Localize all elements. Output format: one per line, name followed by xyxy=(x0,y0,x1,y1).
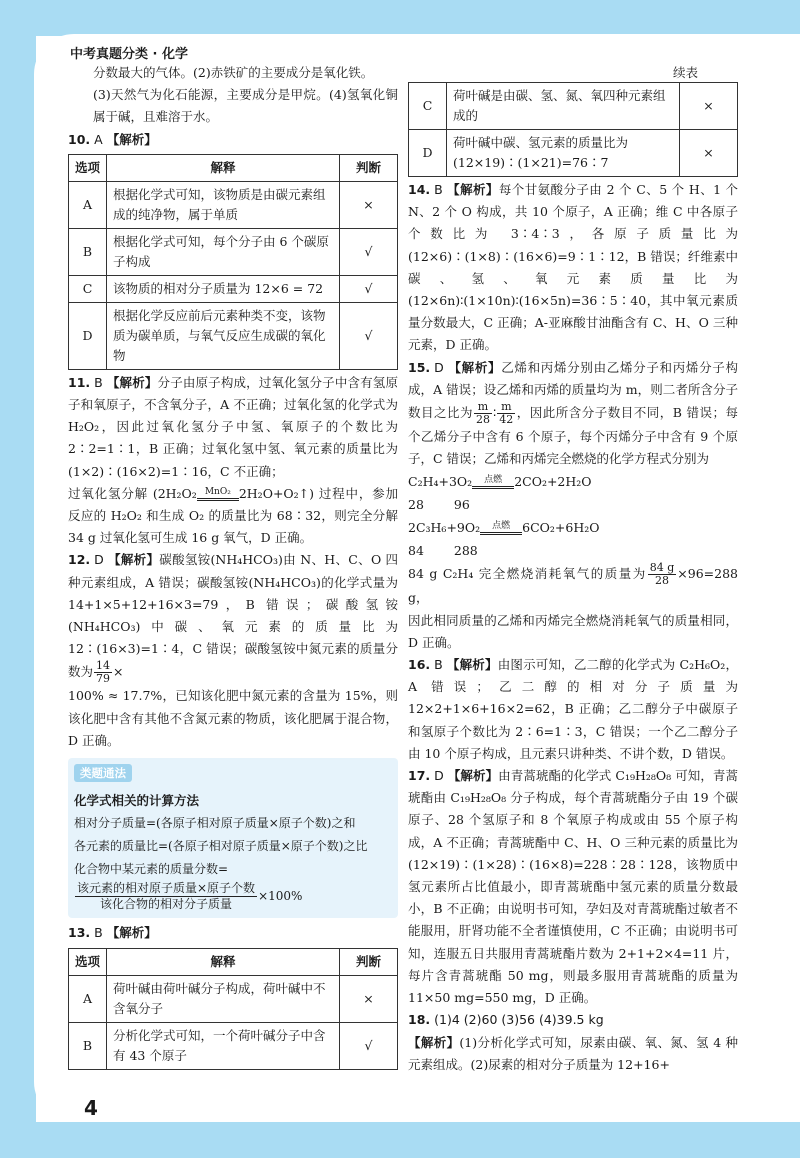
question-number: 13. xyxy=(68,925,91,941)
question-14: 14. B 【解析】每个甘氨酸分子由 2 个 C、5 个 H、1 个 N、2 个 O 构成，共 10 个原子，A 正确；维 C 中各原子个数比为 3∶4∶3，各原子质量比为(12×6)∶(1×8)∶(16×6)=9∶1∶12，B 错误；纤维素中碳、氢、氧元素质量比为(12×6n)∶(1×10n)∶(16×5n)=36∶5∶40，其中氧元素质量分数最大，C 正确；A-亚麻酸甘油酯含有 C、H、O 三种元素，D 正确。 xyxy=(408,182,738,353)
fraction: $\frac{\text{该元素的相对原子质量×原子个数}}{\text{该化合物的相对分子质量}}$ xyxy=(77,881,256,912)
page-number: 4 xyxy=(84,1096,98,1120)
reaction-arrow: MnO₂ xyxy=(197,488,239,501)
fraction: $\frac{14}{79}$ xyxy=(96,659,111,686)
equation-masses-ethylene: 28 96 xyxy=(408,497,470,513)
intro-line-2: (3)天然气为化石能源，主要成分是甲烷。(4)氢氧化铜属于碱，且难溶于水。 xyxy=(93,87,398,125)
table-row: C 该物质的相对分子质量为 12×6 = 72 √ xyxy=(69,275,398,302)
analysis-tag: 【解析】 xyxy=(447,768,499,784)
table-row: B 分析化学式可知，一个荷叶碱分子中含有 43 个原子 √ xyxy=(69,1022,398,1069)
fraction: $\frac{84 g}{28}$ xyxy=(649,561,675,588)
left-color-band xyxy=(0,0,36,1158)
question-10 xyxy=(68,129,398,370)
table-continued-label: 续表 xyxy=(672,65,698,80)
analysis-tag: 【解析】 xyxy=(448,359,502,375)
analysis-tag: 【解析】 xyxy=(106,925,157,941)
analysis-table-q13 xyxy=(68,948,398,1070)
question-number: 11. xyxy=(68,374,91,390)
method-tip-box xyxy=(68,758,398,918)
table-header-option: 选项 xyxy=(69,154,107,181)
table-row: B 根据化学式可知，每个分子由 6 个碳原子构成 √ xyxy=(69,228,398,275)
reaction-arrow: 点燃 xyxy=(480,522,522,535)
equation-masses-propylene: 84 288 xyxy=(408,543,478,559)
table-row: D 荷叶碱中碳、氢元素的质量比为(12×19)∶(1×21)=76∶7 × xyxy=(409,130,738,177)
analysis-table-q10 xyxy=(68,154,398,370)
table-row: C 荷叶碱是由碳、氢、氮、氧四种元素组成的 × xyxy=(409,83,738,130)
answer-letter: D xyxy=(434,768,444,784)
question-17: 17. D 【解析】由青蒿琥酯的化学式 C₁₉H₂₈O₈ 可知，青蒿琥酯由 C₁₉H₂₈O₈ 分子构成，每个青蒿琥酯分子由 19 个碳原子、28 个氢原子和 8 个氧原子构成或由 55 个原子构成，A 不正确；青蒿琥酯中 C、H、O 三种元素的质量比为(12×19)∶(1×28)∶(16×8)=228∶28∶128，该物质中氢元素所占比值最小，即青蒿琥酯中氢元素的质量分数最小，B 不正确；由说明书可知，孕妇及对青蒿琥酯过敏者不能服用，肝肾功能不全者谨慎使用，C 不正确；由说明书可知，连服五日共服用青蒿琥酯片数为 2+1+2×4=11 片，每片含青蒿琥酯 50 mg，则最多服用青蒿琥酯的质量为 11×50 mg=550 mg，D 正确。 xyxy=(408,768,739,1006)
fraction: $\frac{m}{42}$ xyxy=(499,400,514,427)
answer-letter: B xyxy=(94,925,103,941)
analysis-tag: 【解析】 xyxy=(408,1034,460,1050)
bottom-color-band xyxy=(0,1122,800,1158)
table-row: D 根据化学反应前后元素种类不变，该物质为碳单质，与氧气反应生成碳的氧化物 √ xyxy=(69,302,398,369)
analysis-tag: 【解析】 xyxy=(447,182,499,197)
question-11: 11. B 【解析】分子由原子构成，过氧化氢分子中含有氢原子和氧原子，不含氧分子，A 不正确；过氧化氢的化学式为 H₂O₂，因此过氧化氢分子中氢、氧原子的个数比为 2∶2=1∶1，B 正确；过氧化氢中氢、氧元素的质量比为(1×2)∶(16×2)=1∶16，C 不正确； 过氧化氢分解 (2H₂O₂ MnO₂ 2H₂O+O₂↑) 过程中，参加反应的 H₂O₂ 和生成 O₂ 的质量比为 68∶32，则完全分解 34 g 过氧化氢可生成 16 g 氧气，D 正确。 xyxy=(68,374,399,546)
question-number: 16. xyxy=(408,657,431,673)
page-header-title: 中考真题分类 · 化学 xyxy=(70,47,188,62)
analysis-text: 分子由原子构成，过氧化氢分子中含有氢原子和氧原子，不含氧分子，A 不正确；过氧化氢的化学式为 H₂O₂，因此过氧化氢分子中氢、氧原子的个数比为 2∶2=1∶1，B 正确；过氧化氢中氢、氧元素的质量比为(1×2)∶(16×2)=1∶16，C 不正确； xyxy=(68,374,398,479)
equation-ethylene: C₂H₄+3O₂ 点燃 2CO₂+2H₂O xyxy=(408,474,592,490)
question-number: 18. xyxy=(408,1012,431,1028)
table-header-judgement: 判断 xyxy=(340,948,398,975)
question-13 xyxy=(68,922,398,1069)
table-row: A 荷叶碱由荷叶碱分子构成，荷叶碱中不含氧分子 × xyxy=(69,975,398,1022)
question-15: 15. D 【解析】乙烯和丙烯分别由乙烯分子和丙烯分子构成，A 错误；设乙烯和丙烯的质量均为 m，则二者所含分子数目之比为 $\frac{m}{28}$ ∶ $\frac{m}{42}$ ，因此所含分子数目不同，B 错误；每个乙烯分子中含有 6 个原子，每个丙烯分子中含有 9 个原子，C 错误；乙烯和丙烯完全燃烧的化学方程式分别为 C₂H₄+3O₂ 点燃 2CO₂+2H₂O 28 96 2C₃H₆+9O₂ 点燃 6CO₂+6H₂O 84 288 84 g C₂H₄ 完全燃烧消耗氧气的质量为 $\frac{84 g}{28}$ ×96=288 g， 因此相同质量的乙烯和丙烯完全燃烧消耗氧气的质量相同，D 正确。 xyxy=(408,359,738,650)
method-tag: 类题通法 xyxy=(74,764,132,782)
answer-letter: B xyxy=(434,182,443,197)
table-header-explanation: 解释 xyxy=(107,154,340,181)
method-body: 相对分子质量=(各原子相对原子质量×原子个数)之和 各元素的质量比=(各原子相对原子质量×原子个数)之比 化合物中某元素的质量分数= $\frac{\text{该元素的相对原子质量×原子个数}}{\text{该化合物的相对分子质量}}$ ×100% xyxy=(74,816,368,912)
answer-text: (1)4 (2)60 (3)56 (4)39.5 kg xyxy=(434,1012,604,1028)
method-title: 化学式相关的计算方法 xyxy=(74,793,200,809)
question-number: 14. xyxy=(408,182,431,197)
intro-line-1: 分数最大的气体。(2)赤铁矿的主要成分是氧化铁。 xyxy=(93,65,374,80)
table-header-judgement: 判断 xyxy=(340,154,398,181)
analysis-tag: 【解析】 xyxy=(106,131,157,147)
reaction-arrow: 点燃 xyxy=(472,476,514,489)
answer-letter: A xyxy=(94,131,103,147)
answer-letter: D xyxy=(434,359,444,375)
question-16: 16. B 【解析】由图示可知，乙二醇的化学式为 C₂H₆O₂，A 错误；乙二醇的相对分子质量为 12×2+1×6+16×2=62，B 正确；乙二醇分子中碳原子和氢原子个数比为 2∶6=1∶3，C 错误；一个乙二醇分子由 10 个原子构成，且元素只讲种类、不讲个数，D 错误。 xyxy=(408,657,738,761)
analysis-tag: 【解析】 xyxy=(106,374,158,390)
top-color-band xyxy=(0,0,800,36)
question-18: 18. (1)4 (2)60 (3)56 (4)39.5 kg 【解析】(1)分析化学式可知，尿素由碳、氧、氮、氢 4 种元素组成。(2)尿素的相对分子质量为 12+16+ xyxy=(408,1012,738,1072)
question-number: 10. xyxy=(68,131,91,147)
answer-letter: D xyxy=(94,552,104,568)
question-number: 15. xyxy=(408,359,431,375)
question-number: 12. xyxy=(68,552,91,568)
right-column xyxy=(408,62,738,1076)
table-header-explanation: 解释 xyxy=(107,948,340,975)
question-12: 12. D 【解析】碳酸氢铵(NH₄HCO₃)由 N、H、C、O 四种元素组成，A 错误；碳酸氢铵(NH₄HCO₃)的化学式量为 14+1×5+12+16×3=79，B 错误；碳酸氢铵(NH₄HCO₃)中碳、氧元素的质量比为 12∶(16×3)=1∶4，C 错误；碳酸氢铵中氮元素的质量分数为 $\frac{14}{79}$ × 100% ≈ 17.7%，已知该化肥中氮元素的含量为 15%，则该化肥中含有其他不含氮元素的物质，该化肥属于混合物，D 正确。 xyxy=(68,552,398,748)
question-number: 17. xyxy=(408,768,431,784)
table-header-option: 选项 xyxy=(69,948,107,975)
left-column xyxy=(68,62,398,1072)
analysis-table-q13-continued xyxy=(408,82,738,177)
equation-propylene: 2C₃H₆+9O₂ 点燃 6CO₂+6H₂O xyxy=(408,520,600,536)
table-row: A 根据化学式可知，该物质是由碳元素组成的纯净物，属于单质 × xyxy=(69,181,398,228)
analysis-tag: 【解析】 xyxy=(108,552,160,568)
answer-letter: B xyxy=(434,657,443,673)
analysis-tag: 【解析】 xyxy=(446,657,498,673)
fraction: $\frac{m}{28}$ xyxy=(476,400,491,427)
answer-letter: B xyxy=(94,374,103,390)
